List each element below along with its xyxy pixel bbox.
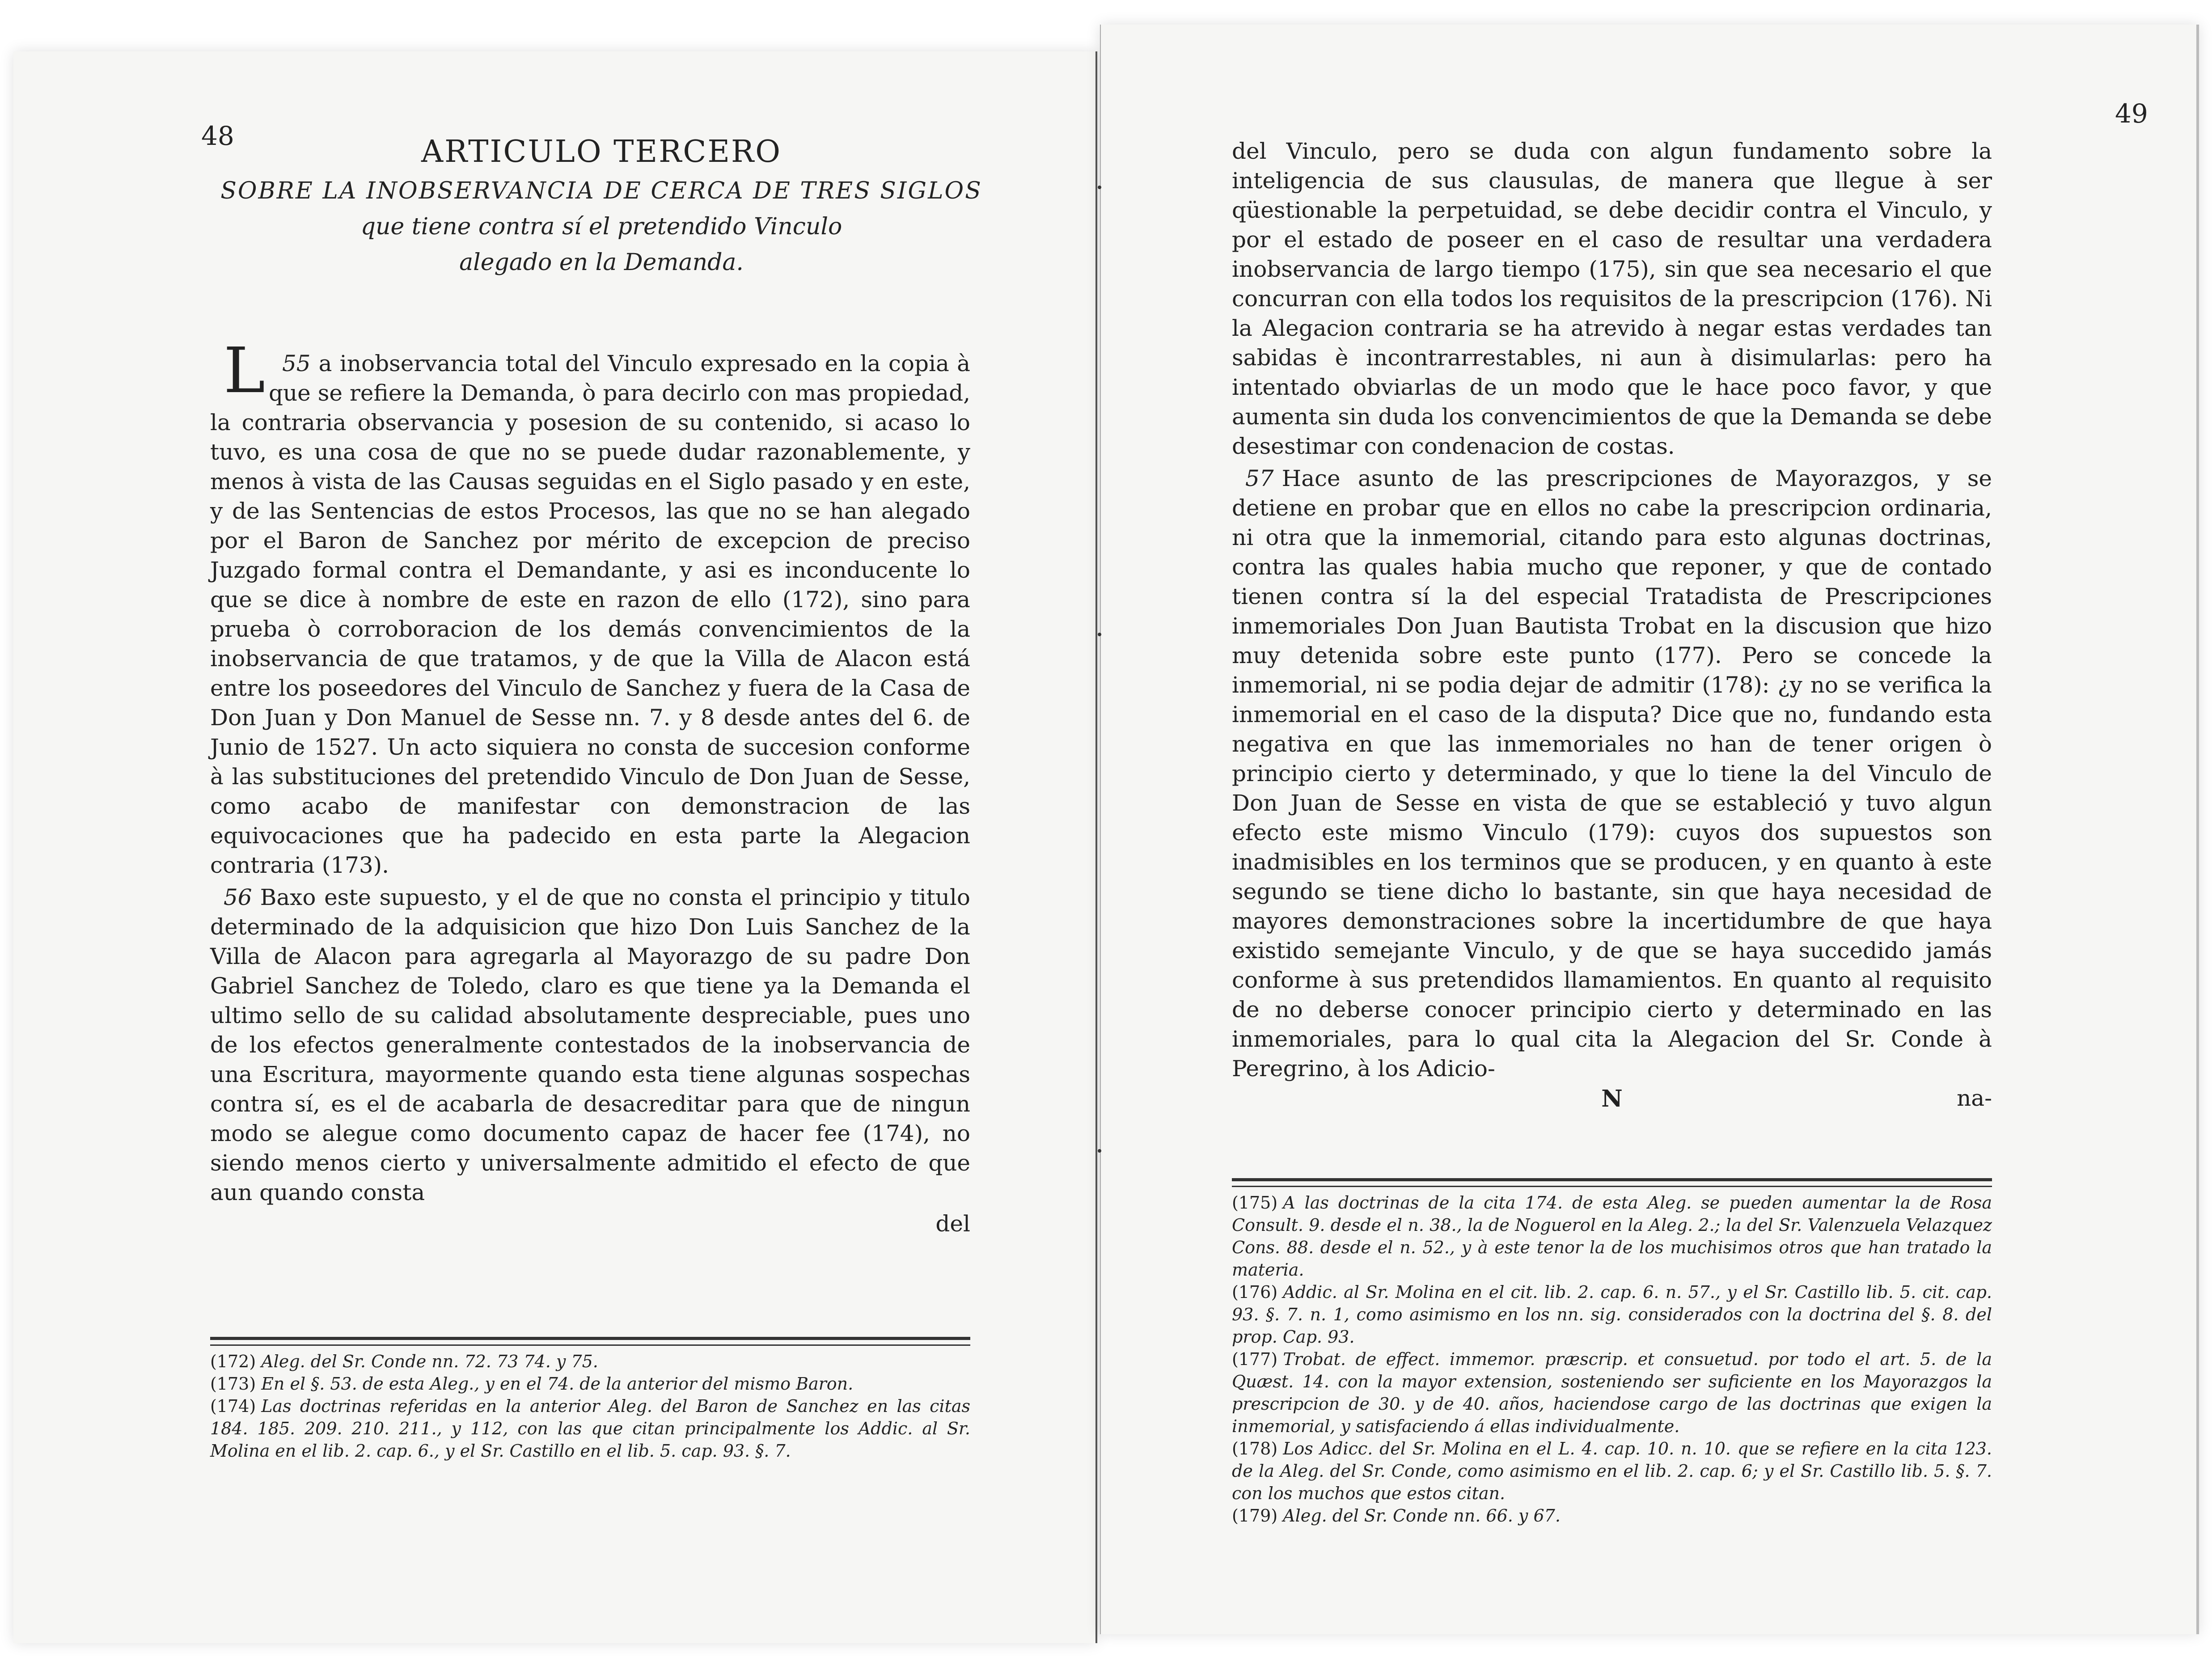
footnote-number: (176) — [1232, 1282, 1278, 1302]
catchword-right: na- — [1957, 1085, 1992, 1111]
footnote — [210, 1395, 970, 1462]
paragraph-55 — [210, 334, 970, 880]
footnotes-left — [210, 1350, 970, 1462]
drop-cap: L — [224, 334, 265, 407]
footnote-text: Las doctrinas referidas en la anterior Aleg. del Baron de Sanchez en las citas 184. 185. 209. 210. 211., y 112, con las que citan principalmente los Addic. al Sr. Molina en el lib. 2. cap. 6., y el Sr. Castillo en el lib. 5. cap. 93. §. 7. — [210, 1396, 970, 1461]
paragraph-number: 56 — [224, 884, 252, 910]
footnote-text: Trobat. de effect. immemor. præscrip. et consuetud. por todo el art. 5. de la Quæst. 14. con la mayor extension, sosteniendo ser suficiente en los Mayorazgos la prescripcion de 30. y de 40. años, haciendose cargo de las doctrinas que exigen la inmemorial, y satisfaciendo á ellas individualmente. — [1232, 1349, 1992, 1436]
footnote-rule-left — [210, 1337, 970, 1346]
gathering-signature: N — [1601, 1085, 1623, 1112]
footnote — [1232, 1505, 1992, 1527]
article-subtitle-line2: que tiene contra sí el pretendido Vinculo — [360, 213, 842, 240]
footnote — [210, 1350, 970, 1373]
footnotes-right — [1232, 1192, 1992, 1527]
footnote-text: En el §. 53. de esta Aleg., y en el 74. de la anterior del mismo Baron. — [261, 1374, 854, 1394]
gutter-mark — [1098, 1149, 1101, 1153]
footnote — [1232, 1348, 1992, 1437]
footnote-number: (173) — [210, 1374, 256, 1394]
article-subtitle: SOBRE LA INOBSERVANCIA DE CERCA DE TRES SIGLOS — [220, 178, 982, 204]
paragraph-text: del Vinculo, pero se duda con algun fundamento sobre la inteligencia de sus clausulas, de manera que llegue à ser qüestionable la perpetuidad, se debe decidir contra el Vinculo, y por el estado de poseer en el caso de resultar una verdadera inobservancia de largo tiempo (175), sin que sea necesario el que concurran con ella todos los requisitos de la prescripcion (176). Ni la Alegacion contraria se ha atrevido à negar estas verdades tan sabidas è incontrarrestables, ni aun à disimularlas: pero ha intentado obviarlas de un modo que le hace poco favor, y que aumenta sin duda los convencimientos de que la Demanda se debe desestimar con condenacion de costas. — [1232, 138, 1992, 459]
footnote — [210, 1373, 970, 1395]
article-subtitle-line3: alegado en la Demanda. — [459, 249, 744, 276]
footnote-number: (175) — [1232, 1193, 1278, 1213]
paragraph-continuation — [1232, 136, 1992, 461]
article-heading — [192, 134, 1011, 280]
footnote-text: Los Adicc. del Sr. Molina en el L. 4. cap. 10. n. 10. que se refiere en la cita 123. de la Aleg. del Sr. Conde, como asimismo en el lib. 2. cap. 6; y el Sr. Castillo lib. 5. §. 7. con los muchos que estos citan. — [1232, 1439, 1992, 1503]
footnote-number: (177) — [1232, 1349, 1278, 1369]
footnote — [1232, 1192, 1992, 1281]
gutter-mark — [1098, 633, 1101, 636]
paragraph-56 — [210, 883, 970, 1207]
footnote-text: Addic. al Sr. Molina en el cit. lib. 2. cap. 6. n. 57., y el Sr. Castillo lib. 5. cit. cap. 93. §. 7. n. 1, como asimismo en los nn. sig. considerados con la doctrina del §. 8. del prop. Cap. 93. — [1232, 1282, 1992, 1347]
footnote-number: (179) — [1232, 1506, 1278, 1526]
paragraph-57 — [1232, 464, 1992, 1083]
signature-line — [1232, 1083, 1992, 1113]
right-text-column — [1232, 136, 1992, 1113]
paragraph-number: 55 — [282, 351, 311, 376]
catchword-left: del — [935, 1211, 970, 1237]
footnote-number: (172) — [210, 1352, 256, 1371]
left-text-column — [210, 334, 970, 1238]
footnote-text: A las doctrinas de la cita 174. de esta Aleg. se pueden aumentar la de Rosa Consult. 9. desde el n. 38., la de Noguerol en la Aleg. 2.; la del Sr. Valenzuela Velazquez Cons. 88. desde el n. 52., y à este tenor la de los muchisimos otros que han tratado la materia. — [1232, 1193, 1992, 1280]
page-number-right: 49 — [2115, 98, 2148, 129]
footnote-text: Aleg. del Sr. Conde nn. 66. y 67. — [1283, 1506, 1561, 1526]
paragraph-text: Baxo este supuesto, y el de que no consta el principio y titulo determinado de la adquisicion que hizo Don Luis Sanchez de la Villa de Alacon para agregarla al Mayorazgo de su padre Don Gabriel Sanchez de Toledo, claro es que tiene ya la Demanda el ultimo sello de su calidad absolutamente despreciable, pues uno de los efectos generalmente contestados de la inobservancia de una Escritura, mayormente quando esta tiene algunas sospechas contra sí, es el de acabarla de desacreditar para que de ningun modo se alegue como documento capaz de hacer fee (174), no siendo menos cierto y universalmente admitido el efecto de que aun quando consta — [210, 884, 970, 1205]
page-number-left: 48 — [201, 121, 234, 151]
article-title: ARTICULO TERCERO — [421, 134, 782, 169]
paragraph-text: a inobservancia total del Vinculo expresado en la copia à que se refiere la Demanda, ò para decirlo con mas propiedad, la contraria observancia y posesion de su contenido, si acaso lo tuvo, es una cosa de que no se puede dudar razonablemente, y menos à vista de las Causas seguidas en el Siglo pasado y en este, y de las Sentencias de estos Procesos, las que no se han alegado por el Baron de Sanchez por mérito de excepcion de preciso Juzgado formal contra el Demandante, y asi es inconducente lo que se dice à nombre de este en razon de ello (172), sino para prueba ò corroboracion de los demás convencimientos de la inobservancia de que tratamos, y de que la Villa de Alacon está entre los poseedores del Vinculo de Sanchez y fuera de la Casa de Don Juan y Don Manuel de Sesse nn. 7. y 8 desde antes del 6. de Junio de 1527. Un acto siquiera no consta de succesion conforme à las substituciones del pretendido Vinculo de Don Juan de Sesse, como acabo de manifestar con demonstracion de las equivocaciones que ha padecido en esta parte la Alegacion contraria (173). — [210, 351, 970, 878]
paragraph-text: Hace asunto de las prescripciones de Mayorazgos, y se detiene en probar que en ellos no cabe la prescripcion ordinaria, ni otra que la inmemorial, citando para esto algunas doctrinas, contra las quales habia mucho que reponer, y que de contado tienen contra sí la del especial Tratadista de Prescripciones inmemoriales Don Juan Bautista Trobat en la discusion que hizo muy detenida sobre este punto (177). Pero se concede la inmemorial, ni se podia dejar de admitir (178): ¿y no se verifica la inmemorial en el caso de la disputa? Dice que no, fundando esta negativa en que las inmemoriales no han de tener origen ò principio cierto y determinado, y que lo tiene la del Vinculo de Don Juan de Sesse en vista de que se estableció y tuvo algun efecto este mismo Vinculo (179): cuyos dos supuestos son inadmisibles en los terminos que se producen, y en quanto à este segundo se tiene dicho lo bastante, sin que haya necesidad de mayores demonstraciones sobre la incertidumbre de que haya existido semejante Vinculo, y de que se haya succedido jamás conforme à sus pretendidos llamamientos. En quanto al requisito de no deberse conocer principio cierto y determinado en las inmemoriales, para lo qual cita la Alegacion del Sr. Conde à Peregrino, à los Adicio- — [1232, 465, 1992, 1082]
paragraph-number: 57 — [1245, 465, 1274, 491]
footnote-rule-right — [1232, 1178, 1992, 1187]
footnote-text: Aleg. del Sr. Conde nn. 72. 73 74. y 75. — [261, 1352, 598, 1371]
footnote-number: (174) — [210, 1396, 256, 1416]
footnote — [1232, 1437, 1992, 1505]
footnote-number: (178) — [1232, 1439, 1278, 1458]
footnote — [1232, 1281, 1992, 1348]
gutter-mark — [1098, 186, 1101, 189]
